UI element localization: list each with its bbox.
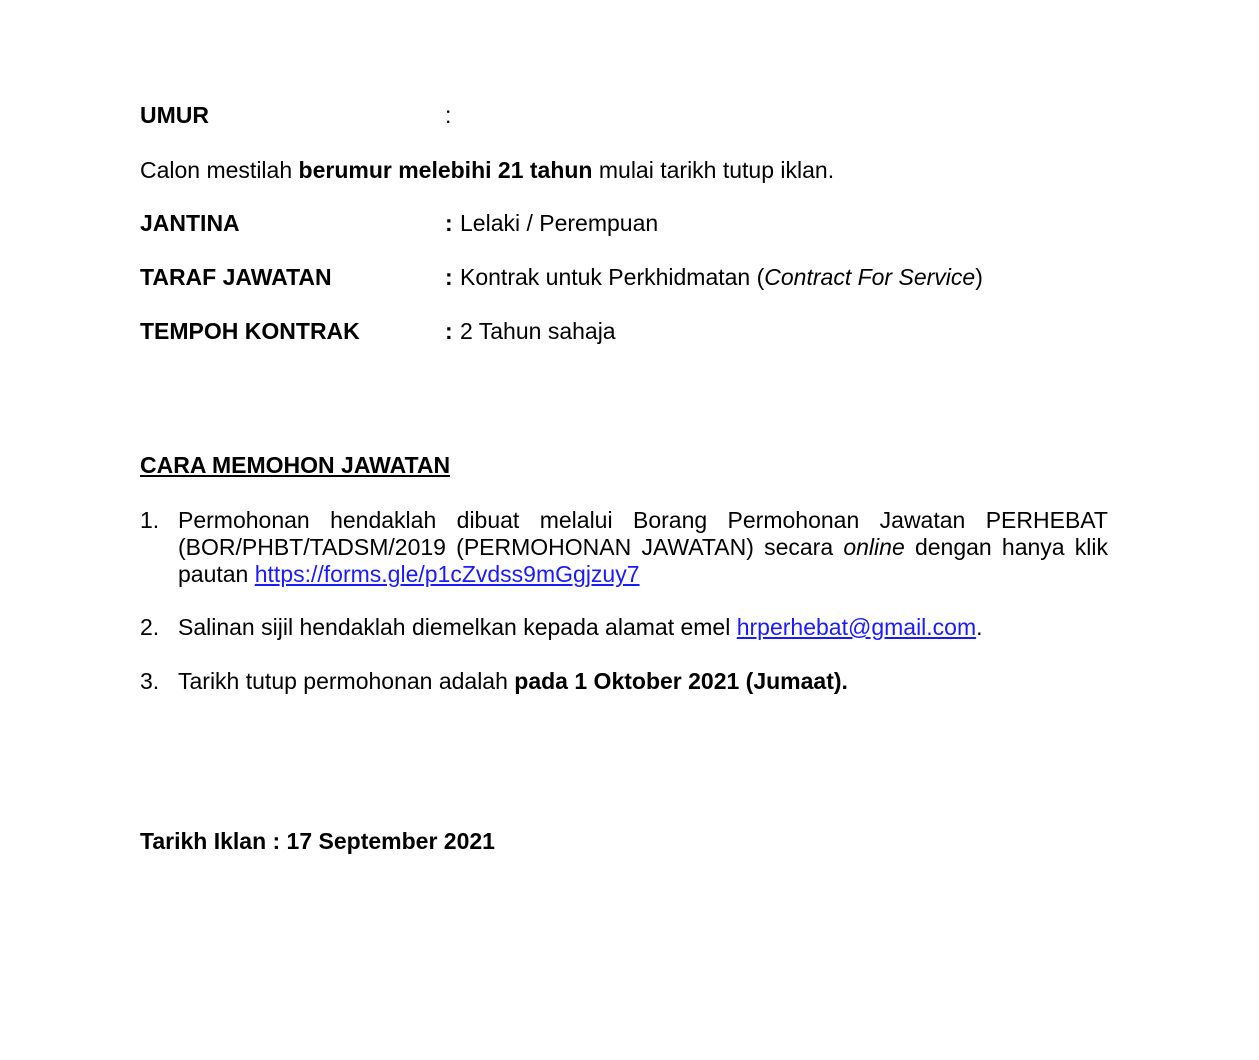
field-jantina [140,208,1120,238]
list-1-line-3 [178,561,1108,588]
list-number-1: 1. [140,507,160,533]
field-taraf-jawatan [140,262,1120,292]
list-1-line-2-post: dengan hanya klik [904,534,1108,560]
list-item-3 [140,668,1110,695]
form-link[interactable]: https://forms.gle/p1cZvdss9mGgjzuy7 [254,561,640,587]
list-1-line-3-pre: pautan [178,561,255,587]
list-1-line-1: Permohonan hendaklah dibuat melalui Borang Permohonan Jawatan PERHEBAT [178,507,1108,533]
list-2-line [178,614,1108,641]
list-item-1 [140,507,1110,588]
list-body-1 [178,507,1108,588]
list-2-post: . [976,614,983,640]
field-colon-tempoh: : [445,318,453,344]
list-3-pre: Tarikh tutup permohonan adalah [178,668,515,694]
field-label-taraf: TARAF JAWATAN [140,264,332,290]
field-colon-umur: : [445,102,452,128]
taraf-value-italic: Contract For Service [764,264,976,290]
field-value-taraf [460,262,983,292]
umur-note [140,155,1120,185]
list-1-line-2 [178,534,1108,561]
umur-note-pre: Calon mestilah [140,157,299,183]
list-3-bold: pada 1 Oktober 2021 (Jumaat). [514,668,848,694]
list-body-3 [178,668,1108,695]
field-colon-jantina: : [445,210,453,236]
list-3-line [178,668,1108,695]
field-value-jantina: Lelaki / Perempuan [460,210,659,236]
field-label-jantina: JANTINA [140,210,240,236]
taraf-value-pre: Kontrak untuk Perkhidmatan ( [460,264,765,290]
field-umur [140,100,1120,130]
list-1-line-2-pre: (BOR/PHBT/TADSM/2019 (PERMOHONAN JAWATAN) secara [178,534,844,560]
tarikh-iklan: Tarikh Iklan : 17 September 2021 [140,828,495,854]
taraf-value-post: ) [975,264,983,290]
section-heading-cara-memohon: CARA MEMOHON JAWATAN [140,452,451,478]
list-number-3: 3. [140,668,160,694]
list-number-2: 2. [140,614,160,640]
email-link[interactable]: hrperhebat@gmail.com [736,614,977,640]
field-label-tempoh: TEMPOH KONTRAK [140,318,360,344]
umur-note-bold: berumur melebihi 21 tahun [298,157,593,183]
list-item-2 [140,614,1110,641]
field-label-umur: UMUR [140,102,209,128]
list-2-pre: Salinan sijil hendaklah diemelkan kepada alamat emel [178,614,737,640]
field-value-tempoh: 2 Tahun sahaja [460,318,616,344]
field-colon-taraf: : [445,264,453,290]
list-1-line-2-italic: online [843,534,905,560]
umur-note-post: mulai tarikh tutup iklan. [592,157,835,183]
list-body-2 [178,614,1108,641]
field-tempoh-kontrak [140,316,1120,346]
